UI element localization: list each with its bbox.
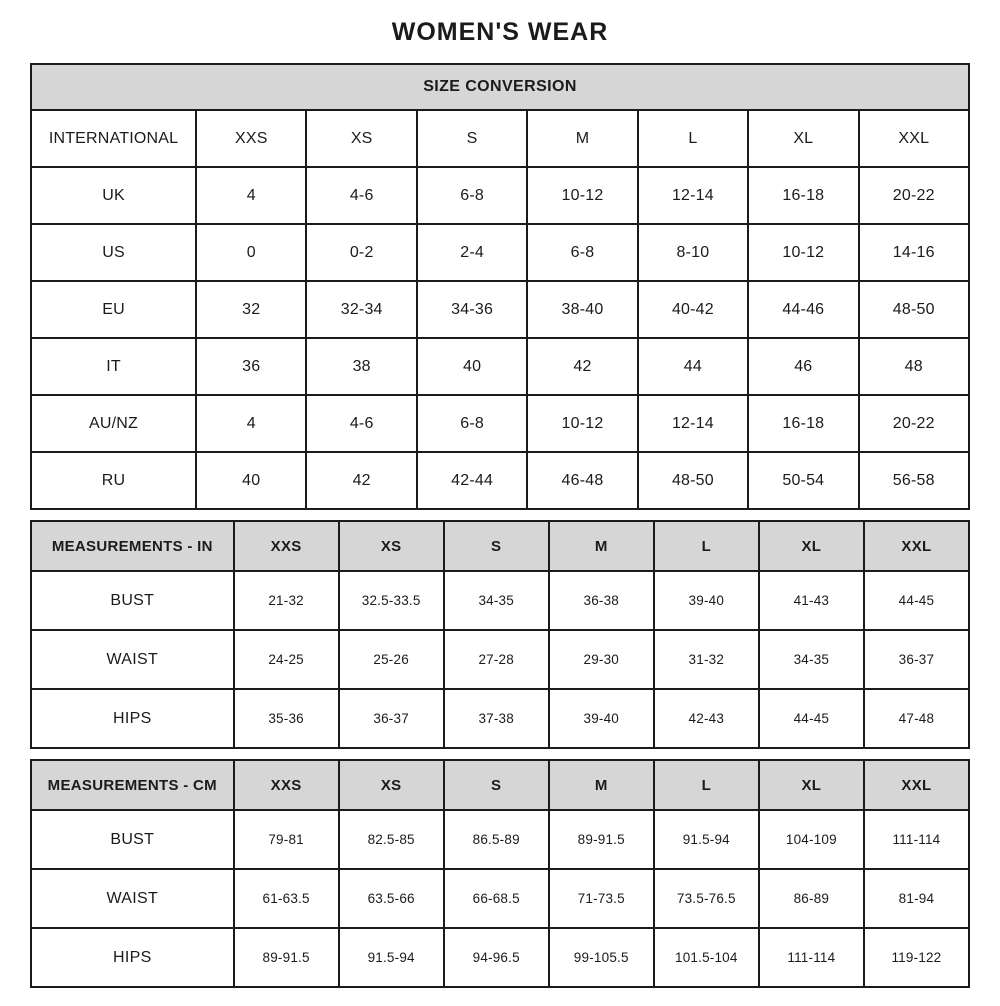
cell: 56-58: [859, 452, 969, 509]
cell: 40: [417, 338, 527, 395]
measurements-in-header-xxs: XXS: [234, 521, 339, 571]
cell: 14-16: [859, 224, 969, 281]
size-conversion-header-xl: XL: [748, 110, 858, 167]
measurements-cm-header-xxl: XXL: [864, 760, 969, 810]
cell: 16-18: [748, 395, 858, 452]
measurements-in-row-waist: [31, 630, 969, 689]
row-label: WAIST: [31, 630, 234, 689]
measurements-in-header-row: [31, 521, 969, 571]
measurements-cm-header-xl: XL: [759, 760, 864, 810]
cell: 36-37: [339, 689, 444, 748]
cell: 36: [196, 338, 306, 395]
row-label: BUST: [31, 810, 234, 869]
cell: 27-28: [444, 630, 549, 689]
cell: 24-25: [234, 630, 339, 689]
cell: 0: [196, 224, 306, 281]
cell: 44-45: [864, 571, 969, 630]
size-conversion-header-xxs: XXS: [196, 110, 306, 167]
size-conversion-caption-row: [31, 64, 969, 110]
row-label: UK: [31, 167, 196, 224]
cell: 32-34: [306, 281, 416, 338]
cell: 35-36: [234, 689, 339, 748]
measurements-cm-table: [30, 759, 970, 988]
measurements-in-header-measurements-in: MEASUREMENTS - IN: [31, 521, 234, 571]
cell: 81-94: [864, 869, 969, 928]
cell: 42: [306, 452, 416, 509]
measurements-in-table: [30, 520, 970, 749]
cell: 86-89: [759, 869, 864, 928]
size-conversion-row-eu: [31, 281, 969, 338]
measurements-cm-header-m: M: [549, 760, 654, 810]
cell: 38-40: [527, 281, 637, 338]
measurements-in-header-s: S: [444, 521, 549, 571]
cell: 46-48: [527, 452, 637, 509]
cell: 39-40: [654, 571, 759, 630]
cell: 20-22: [859, 167, 969, 224]
size-conversion-header-l: L: [638, 110, 748, 167]
measurements-cm-header-s: S: [444, 760, 549, 810]
cell: 94-96.5: [444, 928, 549, 987]
size-conversion-row-ru: [31, 452, 969, 509]
measurements-in-header-xl: XL: [759, 521, 864, 571]
row-label: BUST: [31, 571, 234, 630]
cell: 34-35: [759, 630, 864, 689]
cell: 42: [527, 338, 637, 395]
measurements-cm-row-hips: [31, 928, 969, 987]
measurements-cm-row-bust: [31, 810, 969, 869]
size-conversion-header-s: S: [417, 110, 527, 167]
cell: 101.5-104: [654, 928, 759, 987]
row-label: IT: [31, 338, 196, 395]
cell: 31-32: [654, 630, 759, 689]
cell: 44: [638, 338, 748, 395]
cell: 25-26: [339, 630, 444, 689]
size-conversion-title: SIZE CONVERSION: [31, 64, 969, 110]
cell: 71-73.5: [549, 869, 654, 928]
cell: 48: [859, 338, 969, 395]
cell: 12-14: [638, 395, 748, 452]
measurements-in-header-l: L: [654, 521, 759, 571]
cell: 20-22: [859, 395, 969, 452]
size-conversion-table: [30, 63, 970, 510]
cell: 111-114: [864, 810, 969, 869]
measurements-cm-row-waist: [31, 869, 969, 928]
cell: 42-44: [417, 452, 527, 509]
cell: 37-38: [444, 689, 549, 748]
cell: 10-12: [748, 224, 858, 281]
cell: 4-6: [306, 167, 416, 224]
measurements-in-header-xxl: XXL: [864, 521, 969, 571]
size-conversion-row-au-nz: [31, 395, 969, 452]
row-label: WAIST: [31, 869, 234, 928]
measurements-in-header-xs: XS: [339, 521, 444, 571]
size-conversion-header-xxl: XXL: [859, 110, 969, 167]
cell: 16-18: [748, 167, 858, 224]
cell: 104-109: [759, 810, 864, 869]
cell: 66-68.5: [444, 869, 549, 928]
cell: 29-30: [549, 630, 654, 689]
cell: 0-2: [306, 224, 416, 281]
cell: 44-46: [748, 281, 858, 338]
cell: 48-50: [638, 452, 748, 509]
cell: 89-91.5: [549, 810, 654, 869]
cell: 39-40: [549, 689, 654, 748]
size-conversion-header-international: INTERNATIONAL: [31, 110, 196, 167]
row-label: HIPS: [31, 928, 234, 987]
cell: 46: [748, 338, 858, 395]
cell: 21-32: [234, 571, 339, 630]
cell: 119-122: [864, 928, 969, 987]
cell: 82.5-85: [339, 810, 444, 869]
row-label: RU: [31, 452, 196, 509]
size-conversion-row-uk: [31, 167, 969, 224]
size-conversion-row-it: [31, 338, 969, 395]
cell: 40: [196, 452, 306, 509]
cell: 10-12: [527, 167, 637, 224]
cell: 6-8: [417, 167, 527, 224]
row-label: HIPS: [31, 689, 234, 748]
measurements-cm-header-xs: XS: [339, 760, 444, 810]
cell: 89-91.5: [234, 928, 339, 987]
size-conversion-row-us: [31, 224, 969, 281]
measurements-in-row-hips: [31, 689, 969, 748]
cell: 48-50: [859, 281, 969, 338]
measurements-cm-header-l: L: [654, 760, 759, 810]
cell: 41-43: [759, 571, 864, 630]
cell: 42-43: [654, 689, 759, 748]
row-label: EU: [31, 281, 196, 338]
cell: 61-63.5: [234, 869, 339, 928]
cell: 4: [196, 395, 306, 452]
cell: 10-12: [527, 395, 637, 452]
cell: 8-10: [638, 224, 748, 281]
measurements-cm-header-xxs: XXS: [234, 760, 339, 810]
cell: 6-8: [417, 395, 527, 452]
cell: 2-4: [417, 224, 527, 281]
cell: 4: [196, 167, 306, 224]
row-label: AU/NZ: [31, 395, 196, 452]
size-conversion-header-xs: XS: [306, 110, 416, 167]
cell: 91.5-94: [339, 928, 444, 987]
cell: 12-14: [638, 167, 748, 224]
cell: 47-48: [864, 689, 969, 748]
cell: 32.5-33.5: [339, 571, 444, 630]
row-label: US: [31, 224, 196, 281]
measurements-in-row-bust: [31, 571, 969, 630]
cell: 44-45: [759, 689, 864, 748]
cell: 111-114: [759, 928, 864, 987]
measurements-cm-header-measurements-cm: MEASUREMENTS - CM: [31, 760, 234, 810]
cell: 91.5-94: [654, 810, 759, 869]
cell: 86.5-89: [444, 810, 549, 869]
cell: 50-54: [748, 452, 858, 509]
size-conversion-header-m: M: [527, 110, 637, 167]
cell: 6-8: [527, 224, 637, 281]
measurements-cm-header-row: [31, 760, 969, 810]
cell: 73.5-76.5: [654, 869, 759, 928]
cell: 79-81: [234, 810, 339, 869]
cell: 34-35: [444, 571, 549, 630]
cell: 36-38: [549, 571, 654, 630]
page-title: WOMEN'S WEAR: [391, 18, 609, 46]
cell: 40-42: [638, 281, 748, 338]
cell: 99-105.5: [549, 928, 654, 987]
cell: 34-36: [417, 281, 527, 338]
cell: 36-37: [864, 630, 969, 689]
cell: 4-6: [306, 395, 416, 452]
size-conversion-header-row: [31, 110, 969, 167]
cell: 38: [306, 338, 416, 395]
cell: 63.5-66: [339, 869, 444, 928]
measurements-in-header-m: M: [549, 521, 654, 571]
cell: 32: [196, 281, 306, 338]
